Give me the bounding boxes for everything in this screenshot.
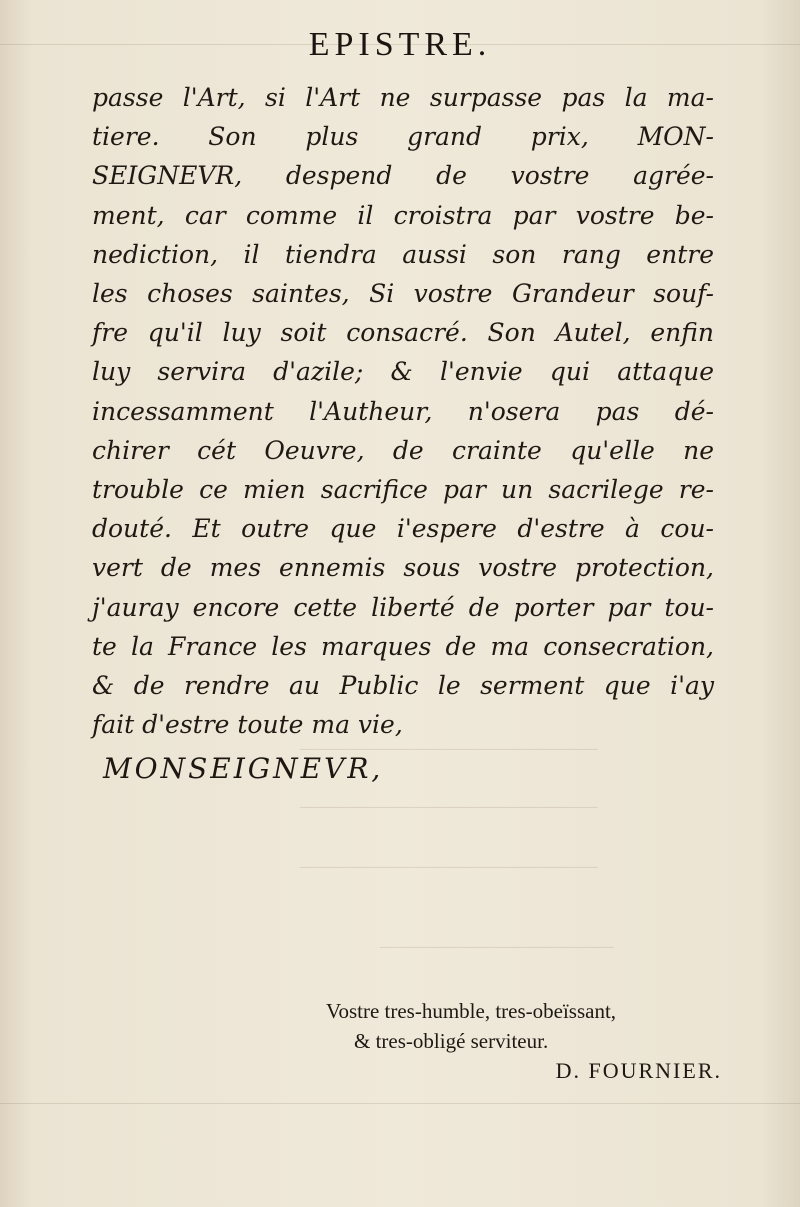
bleed-through-text: ────────────────────────────	[300, 860, 598, 876]
text-line: luy servira d'azile; & l'envie qui attaque	[92, 357, 714, 387]
text-line: chirer cét Oeuvre, de crainte qu'elle ne	[92, 435, 714, 465]
salutation: MONSEIGNEVR,	[103, 752, 384, 785]
bleed-through-text: ────────────────────────────	[300, 800, 598, 816]
text-line: vert de mes ennemis sous vostre protection,	[92, 553, 714, 583]
epistle-body	[92, 78, 714, 744]
text-line: j'auray encore cette liberté de porter par tou-	[92, 592, 714, 622]
text-line: les choses saintes, Si vostre Grandeur souf-	[92, 279, 714, 309]
text-line: trouble ce mien sacrifice par un sacrilege re-	[92, 475, 714, 505]
text-line: fait d'estre toute ma vie,	[92, 710, 403, 740]
paper-crease	[0, 1103, 800, 1104]
closing-line: Vostre tres-humble, tres-obeïssant,	[326, 999, 617, 1023]
text-line: ment, car comme il croistra par vostre be-	[92, 200, 714, 230]
closing-line: & tres-obligé serviteur.	[354, 1029, 549, 1053]
text-line: nediction, il tiendra aussi son rang entre	[92, 239, 714, 269]
closing-block	[326, 996, 722, 1086]
running-head: EPISTRE.	[308, 26, 492, 63]
signature: D. FOURNIER.	[555, 1058, 722, 1083]
text-line: SEIGNEVR, despend de vostre agrée-	[92, 161, 714, 191]
text-line: fre qu'il luy soit consacré. Son Autel, enfin	[92, 318, 714, 348]
text-line: douté. Et outre que i'espere d'estre à cou-	[92, 514, 714, 544]
bleed-through-text: ────────────────────────────	[300, 742, 598, 758]
bleed-through-text: ──────────────────────	[380, 940, 614, 956]
text-line: passe l'Art, si l'Art ne surpasse pas la ma-	[92, 83, 714, 112]
text-line: incessamment l'Autheur, n'osera pas dé-	[92, 396, 714, 426]
text-line: tiere. Son plus grand prix, MON-	[92, 122, 714, 152]
text-line: & de rendre au Public le serment que i'ay	[92, 671, 714, 701]
text-line: te la France les marques de ma consecration,	[92, 631, 714, 661]
